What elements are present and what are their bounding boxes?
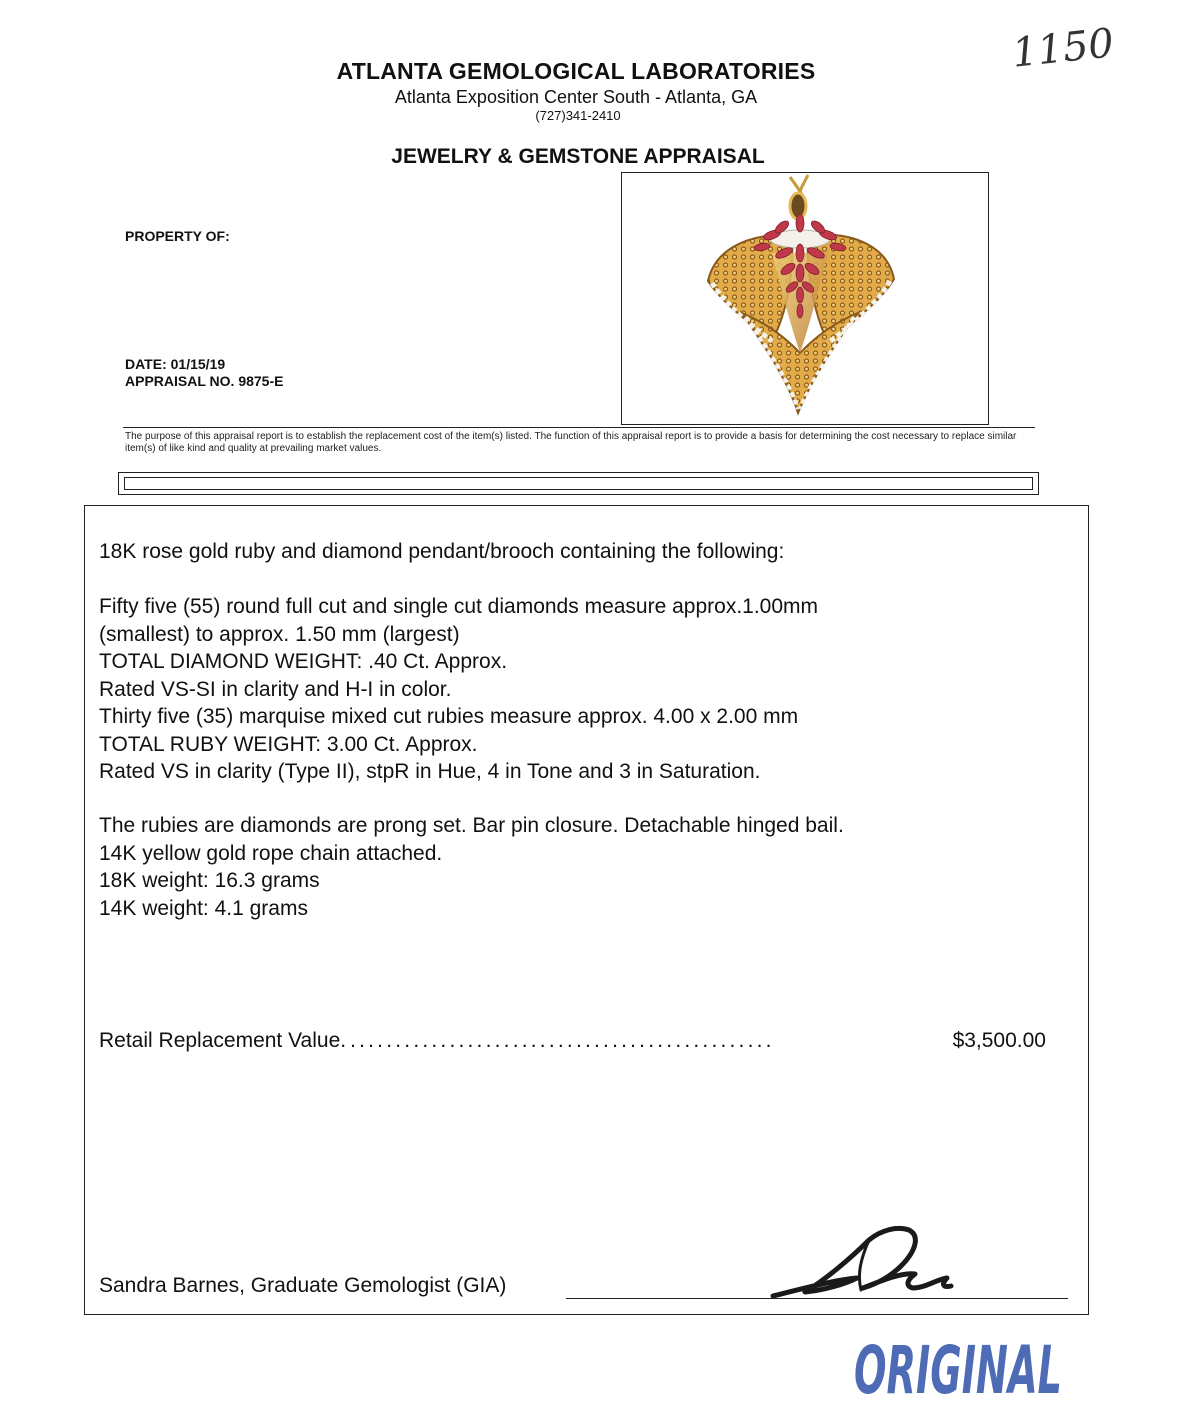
stone-line: Thirty five (35) marquise mixed cut rubies measure approx. 4.00 x 2.00 mm (99, 705, 799, 728)
setting-line: The rubies are diamonds are prong set. Bar pin closure. Detachable hinged bail. (99, 814, 844, 837)
date-line: DATE: 01/15/19 (125, 356, 226, 372)
divider-line (123, 427, 1035, 428)
ruby-diamond-leaf-pendant-image (622, 173, 987, 423)
leader-dots: ............................................... (350, 1029, 775, 1052)
stone-line: Rated VS in clarity (Type II), stpR in Hue, 4 in Tone and 3 in Saturation. (99, 760, 761, 783)
original-stamp (852, 1331, 1067, 1406)
stone-line: TOTAL DIAMOND WEIGHT: .40 Ct. Approx. (99, 650, 508, 673)
setting-line: 18K weight: 16.3 grams (99, 869, 320, 892)
replacement-value-label: Retail Replacement Value. (99, 1029, 347, 1052)
purpose-statement: The purpose of this appraisal report is to establish the replacement cost of the item(s) listed. The function of this appraisal report is to provide a basis for determining the cost necessary to replace similar item(s) of like kind and quality at prevailing market values. (125, 431, 1017, 454)
lab-address: Atlanta Exposition Center South - Atlanta, GA (394, 87, 758, 107)
document-title: JEWELRY & GEMSTONE APPRAISAL (391, 145, 765, 168)
stone-line: Fifty five (55) round full cut and single cut diamonds measure approx.1.00mm (99, 595, 819, 618)
setting-details (99, 812, 844, 922)
jewelry-photo-frame (621, 172, 989, 425)
appraisal-number-line: APPRAISAL NO. 9875-E (125, 373, 284, 389)
lab-phone: (727)341-2410 (535, 108, 621, 123)
original-stamp-text: ORIGINAL (854, 1332, 1062, 1406)
stone-details (99, 593, 818, 786)
stone-line: Rated VS-SI in clarity and H-I in color. (99, 677, 452, 701)
handwritten-signature (765, 1218, 965, 1308)
lab-name: ATLANTA GEMOLOGICAL LABORATORIES (336, 58, 816, 84)
setting-line: 14K weight: 4.1 grams (99, 896, 308, 920)
replacement-value-amount: $3,500.00 (952, 1029, 1046, 1052)
setting-line: 14K yellow gold rope chain attached. (99, 841, 443, 865)
decorative-bar-inner (124, 477, 1033, 490)
stone-line: TOTAL RUBY WEIGHT: 3.00 Ct. Approx. (99, 732, 478, 756)
item-description-intro: 18K rose gold ruby and diamond pendant/brooch containing the following: (99, 540, 785, 563)
signer-name: Sandra Barnes, Graduate Gemologist (GIA) (99, 1274, 507, 1297)
stone-line: (smallest) to approx. 1.50 mm (largest) (99, 622, 460, 646)
replacement-value-row (99, 1029, 1046, 1053)
handwritten-number-text: 1150 (1009, 20, 1116, 77)
property-of-label: PROPERTY OF: (125, 228, 230, 244)
